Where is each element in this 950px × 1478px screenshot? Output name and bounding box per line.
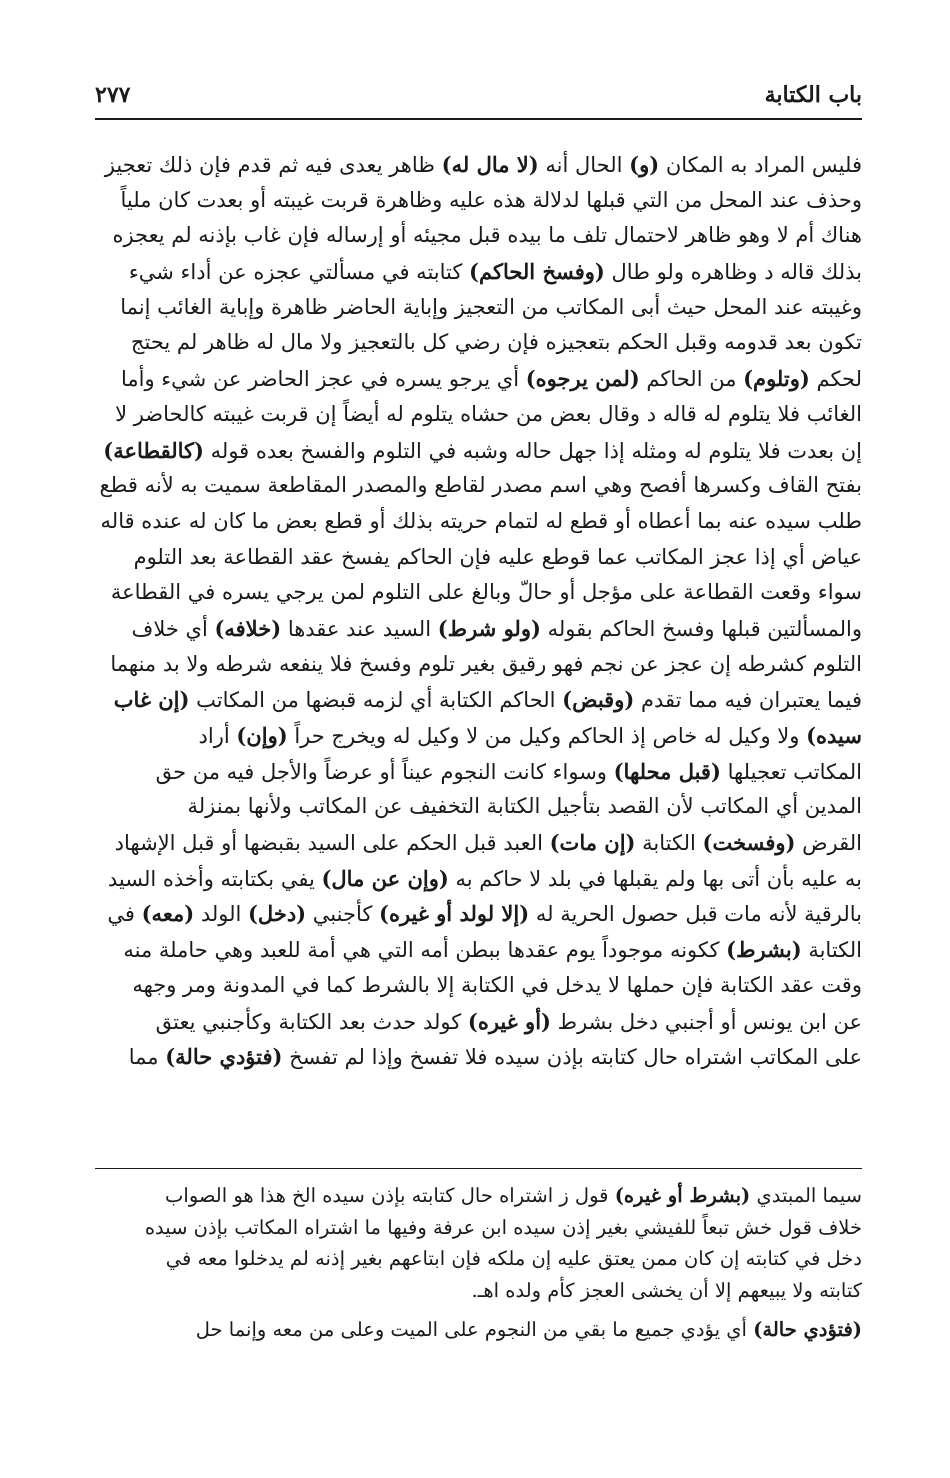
footnote-line: دخل في كتابته إن كان ممن يعتق عليه إن ملكه فإن ابتاعهم بغير إذنه لم يدخلوا معه في [165,1247,862,1270]
text-line: بالرقية لأنه مات قبل حصول الحرية له (إلا لولد أو غيره) كأجنبي (دخل) الولد (معه) في [107,901,862,927]
text-line: لحكم (وتلوم) من الحاكم (لمن يرجوه) أي يرجو يسره في عجز الحاضر عن شيء وأما [121,366,862,392]
text-line: إن بعدت فلا يتلوم له ومثله إذا جهل حاله وشبه في التلوم والفسخ بعده قوله (كالقطاعة) [103,437,862,463]
text-line: المدين أي المكاتب لأن القصد بتأجيل الكتابة التخفيف عن المكاتب ولأنها بمنزلة [187,794,862,819]
text-line: وقت عقد الكتابة فإن حملها لا يدخل في الكتابة إلا بالشرط كما في المدونة ومر وجهه [132,972,862,997]
footnote-line: (فتؤدي حالة) أي يؤدي جميع ما بقي من النجوم على الميت وعلى من معه وإنما حل [195,1318,862,1341]
text-line: فليس المراد به المكان (و) الحال أنه (لا مال له) ظاهر يعدى فيه ثم قدم فإن ذلك تعجيز [104,152,862,177]
text-line: المكاتب تعجيلها (قبل محلها) وسواء كانت النجوم عيناً أو عرضاً والأجل فيه من حق [155,758,862,784]
text-line: تكون بعد قدومه وقبل الحكم بتعجيزه فإن رضي كل بالتعجيز ولا مال له ظاهر لم يحتج [130,330,862,355]
text-line: بذلك قاله د وظاهره ولو طال (وفسخ الحاكم) كتابته في مسألتي عجزه عن أداء شيء [128,259,862,285]
main-text [95,147,862,1075]
text-line: التلوم كشرطه إن عجز عن نجم فهو رقيق بغير تلوم وفسخ فلا ينفعه شرطه ولا بد منهما [110,651,862,676]
chapter-title: باب الكتابة [764,82,862,108]
text-line: الكتابة (بشرط) ككونه موجوداً يوم عقدها ببطن أمه التي هي أمة للعبد وهي حاملة منه [123,937,862,963]
text-line: وحذف عند المحل من التي قبلها لدلالة هذه عليه وظاهرة قربت غيبته أو بعدت كان ملياً [120,187,862,212]
footnote-rule [95,1168,862,1169]
text-line: الغائب فلا يتلوم له قاله د وقال بعض من حشاه يتلوم له أيضاً إن قربت غيبته كالحاضر لا [115,401,862,426]
text-line: به عليه بأن أتى بها ولم يقبلها في بلد لا حاكم به (وإن عن مال) يفي بكتابته وأخذه السيد [107,865,862,891]
running-header [95,82,862,112]
page-number: ٢٧٧ [95,82,131,108]
text-line: سيده) ولا وكيل له خاص إذ الحاكم وكيل من لا وكيل له ويخرج حراً (وإن) أراد [198,723,862,748]
footnotes [95,1180,862,1346]
text-line: بفتح القاف وكسرها أفصح وهي اسم مصدر لقاطع والمصدر المقاطعة سميت به لأنه قطع [99,473,862,498]
footnote-line: خلاف قول خش تبعاً للفيشي بغير إذن سيده ابن عرفة وفيها ما اشتراه المكاتب بإذن سيده [144,1215,862,1239]
text-line: طلب سيده عنه بما أعطاه أو قطع له لتمام حريته بذلك أو قطع بعض ما كان له عنده قاله [100,508,862,533]
text-line: والمسألتين قبلها وفسخ الحاكم بقوله (ولو شرط) السيد عند عقدها (خلافه) أي خلاف [131,615,862,641]
footnote-line: كتابته ولا يبيعهم إلا أن يخشى العجز كأم ولده اهـ. [471,1278,862,1302]
footnote-line: سيما المبتدي (بشرط أو غيره) قول ز اشتراه حال كتابته بإذن سيده الخ هذا هو الصواب [165,1184,862,1207]
text-line: على المكاتب اشتراه حال كتابته بإذن سيده فلا تفسخ وإذا لم تفسخ (فتؤدي حالة) مما [128,1044,862,1070]
text-line: هناك أم لا وهو ظاهر لاحتمال تلف ما بيده قبل مجيئه أو إرساله فإن غاب بإذنه لم يعجزه [112,223,862,248]
text-line: وغيبته عند المحل حيث أبى المكاتب من التعجيز وإباية الحاضر ظاهرة وإباية الغائب إنما [120,294,862,319]
header-rule [95,118,862,120]
text-line: فيما يعتبران فيه مما تقدم (وقبض) الحاكم الكتابة أي لزمه قبضها من المكاتب (إن غاب [113,687,862,713]
text-line: عياض أي إذا عجز المكاتب عما قوطع عليه فإن الحاكم يفسخ عقد القطاعة بعد التلوم [133,544,862,569]
text-line: القرض (وفسخت) الكتابة (إن مات) العبد قبل الحكم على السيد بقبضها أو قبل الإشهاد [114,830,862,856]
text-line: سواء وقعت القطاعة على مؤجل أو حالّ وبالغ على التلوم لمن يرجي يسره في القطاعة [110,580,862,605]
text-line: عن ابن يونس أو أجنبي دخل بشرط (أو غيره) كولد حدث بعد الكتابة وكأجنبي يعتق [155,1008,862,1034]
